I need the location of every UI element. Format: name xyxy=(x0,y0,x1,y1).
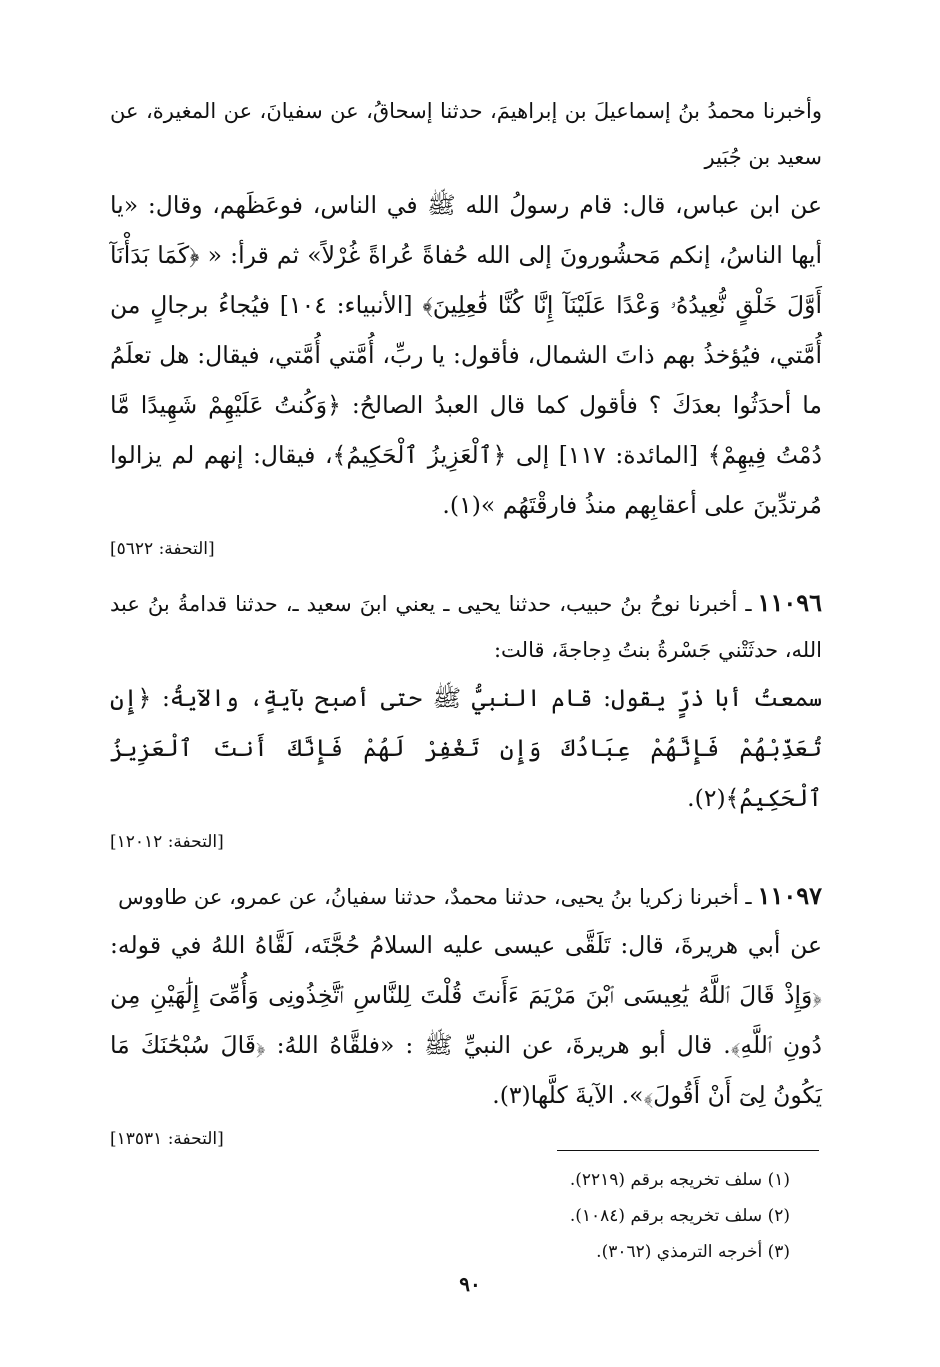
footnote-separator xyxy=(557,1150,819,1151)
hadith-number-11096: ١١٠٩٦ xyxy=(757,588,822,617)
isnad-chain-2 xyxy=(110,580,822,673)
isnad-chain-3-text: ـ أخبرنا زكريا بنُ يحيى، حدثنا محمدٌ، حدثنا سفيانُ، عن عمرو، عن طاووس xyxy=(118,885,752,909)
isnad-chain-1: وأخبرنا محمدُ بنُ إسماعيلَ بن إبراهيمَ، حدثنا إسحاقُ، عن سفيانَ، عن المغيرة، عن سعيد بن جُبَير xyxy=(110,99,822,169)
page-number: ٩٠ xyxy=(459,1272,481,1296)
isnad-chain-2-text: ـ أخبرنا نوحُ بنُ حبيب، حدثنا يحيى ـ يعني ابنَ سعيد ـ، حدثنا قدامةُ بنُ عبد الله، حدثَتْني جَسْرةُ بنتُ دِجاجةَ، قالت: xyxy=(110,592,822,662)
hadith-text-3: عن أبي هريرةَ، قال: تَلَقَّى عيسى عليه السلامُ حُجَّتَه، لَقَّاهُ اللهُ في قوله: ﴿وَإِذْ قَالَ ٱللَّهُ يَٰعِيسَى ٱبْنَ مَرْيَمَ ءَأَنتَ قُلْتَ لِلنَّاسِ ٱتَّخِذُونِى وَأُمِّىَ إِلَٰهَيْنِ مِن دُونِ ٱللَّهِ﴾. قال أبو هريرةَ، عن النبيِّ ﷺ : «فلقَّاهُ اللهُ: ﴿قَالَ سُبْحَٰنَكَ مَا يَكُونُ لِىٓ أَنْ أَقُولَ﴾». الآيةَ كلَّها(٣). xyxy=(110,931,822,1109)
page-body xyxy=(110,88,822,1170)
tuhfa-reference-2: [التحفة: ١٢٠١٢] xyxy=(110,832,224,852)
footnote-1: (١) سلف تخريجه برقم (٢٢١٩). xyxy=(569,1170,790,1190)
footnote-3: (٣) أخرجه الترمذي (٣٠٦٢). xyxy=(596,1242,790,1262)
hadith-text-1: عن ابن عباس، قال: قام رسولُ الله ﷺ في الناس، فوعَظَهم، وقال: «يا أيها الناسُ، إنكم مَحشُورونَ إلى الله حُفاةً عُراةً غُرْلاً» ثم قرأ: « ﴿كَمَا بَدَأْنَآ أَوَّلَ خَلْقٍ نُّعِيدُهُۥ وَعْدًا عَلَيْنَآ إِنَّا كُنَّا فَٰعِلِينَ﴾ [الأنبياء: ١٠٤] فيُجاءُ برجالٍ من أُمَّتي، فيُؤخذُ بهم ذاتَ الشمال، فأقول: يا ربِّ، أُمَّتي أُمَّتي، فيقال: هل تعلَمُ ما أحدَثُوا بعدَكَ ؟ فأقول كما قال العبدُ الصالحُ: ﴿وَكُنتُ عَلَيْهِمْ شَهِيدًا مَّا دُمْتُ فِيهِمْ﴾ [المائدة: ١١٧] إلى ﴿ٱلْعَزِيزُ ٱلْحَكِيمُ﴾، فيقال: إنهم لم يزالوا مُرتدِّينَ على أعقابِهم منذُ فارقْتَهُم »(١). xyxy=(110,191,823,519)
hadith-number-11097: ١١٠٩٧ xyxy=(757,881,822,910)
footnote-2: (٢) سلف تخريجه برقم (١٠٨٤). xyxy=(569,1206,790,1226)
footnotes xyxy=(470,1162,790,1270)
isnad-chain-3 xyxy=(110,873,822,920)
hadith-text-2: سمعتُ أبا ذرٍّ يقول: قام النبيُّ ﷺ حتى أصبح بآيةٍ، والآيةُ: ﴿إِن تُعَذِّبْهُمْ فَإِنَّهُمْ عِبَادُكَ وَإِن تَغْفِرْ لَهُمْ فَإِنَّكَ أَنتَ ٱلْعَزِيزُ ٱلْحَكِيمُ﴾(٢). xyxy=(110,684,822,812)
tuhfa-reference-1: [التحفة: ٥٦٢٢] xyxy=(110,539,215,559)
tuhfa-reference-3: [التحفة: ١٣٥٣١] xyxy=(110,1129,224,1149)
